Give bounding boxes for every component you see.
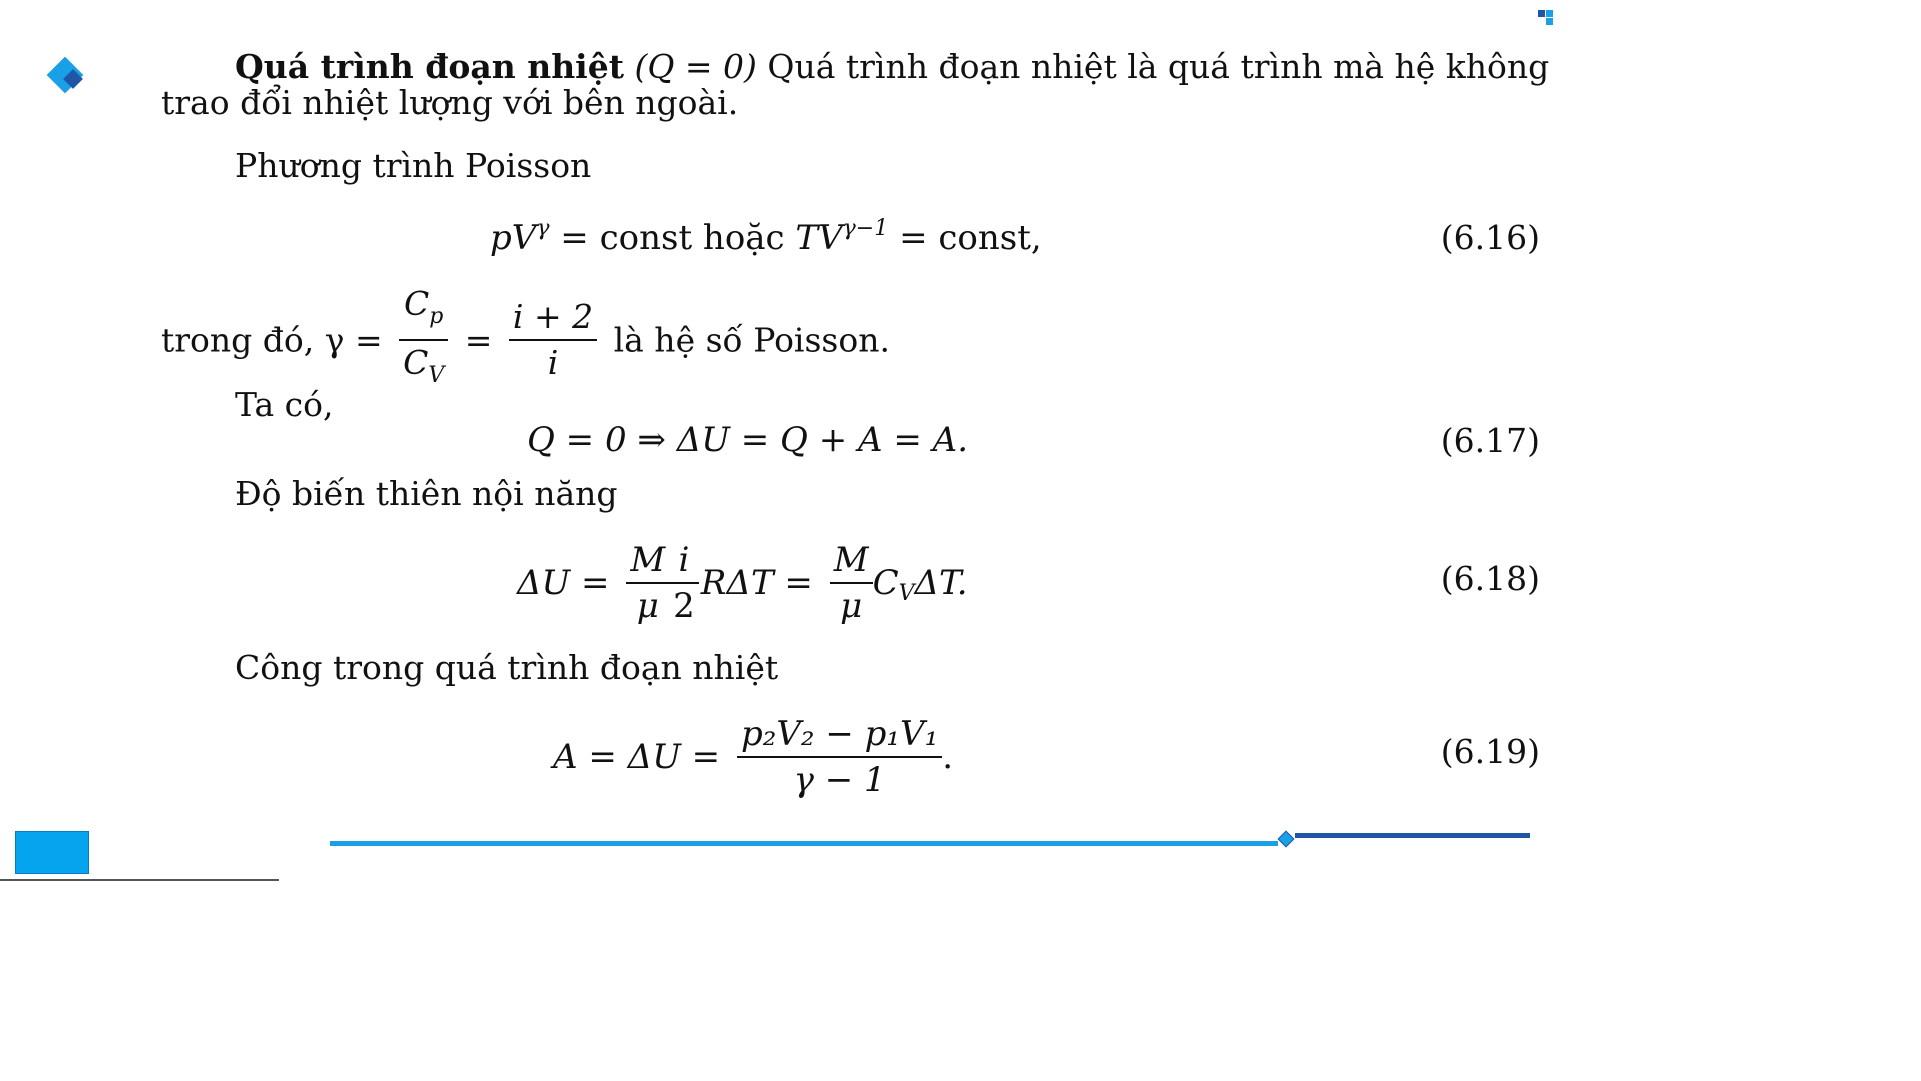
footer-bottom-line bbox=[0, 879, 279, 881]
corner-logo-icon bbox=[1538, 10, 1554, 26]
f3-num: M bbox=[830, 538, 873, 584]
eq-6-16-mid: = const hoặc bbox=[560, 218, 796, 258]
f1-num: M bbox=[626, 538, 669, 584]
equation-number-6-16: (6.16) bbox=[1440, 218, 1540, 257]
adiabatic-heading: Quá trình đoạn nhiệt bbox=[235, 47, 624, 86]
eq-6-16-left: pV bbox=[490, 218, 537, 258]
eq-6-18-rhs: C bbox=[872, 563, 899, 603]
equation-6-19 bbox=[553, 712, 953, 802]
f3-den: μ bbox=[840, 586, 863, 626]
i-2-fraction bbox=[669, 538, 699, 628]
internal-energy-intro: Độ biến thiên nội năng bbox=[235, 474, 618, 513]
adiabatic-definition: Quá trình đoạn nhiệt là quá trình mà hệ không bbox=[767, 47, 1550, 86]
cp-sub: p bbox=[429, 304, 444, 329]
cp-numerator: C bbox=[404, 284, 430, 323]
equation-6-18 bbox=[517, 538, 968, 628]
work-numerator: p₂V₂ − p₁V₁ bbox=[737, 712, 942, 758]
cp-cv-fraction bbox=[399, 282, 448, 398]
cv-denominator: C bbox=[403, 343, 429, 382]
eq-6-18-rhs-sub: V bbox=[898, 581, 915, 606]
eq-6-19-lhs: A = ΔU = bbox=[553, 737, 721, 777]
footer-blue-block bbox=[15, 831, 89, 874]
work-fraction bbox=[737, 712, 942, 802]
poisson-intro: Phương trình Poisson bbox=[235, 146, 592, 185]
i-numerator: i + 2 bbox=[509, 295, 597, 341]
f2-den: 2 bbox=[673, 586, 695, 626]
work-denominator: γ − 1 bbox=[793, 760, 886, 800]
eq-6-18-lhs: ΔU = bbox=[517, 563, 610, 603]
i-denominator: i bbox=[547, 343, 559, 382]
equation-number-6-18: (6.18) bbox=[1440, 559, 1540, 598]
footer-diamond-icon bbox=[1278, 831, 1295, 848]
f2-num: i bbox=[669, 538, 699, 584]
adiabatic-paragraph-line2: trao đổi nhiệt lượng với bên ngoài. bbox=[161, 83, 739, 122]
equation-number-6-17: (6.17) bbox=[1440, 421, 1540, 460]
eq-6-18-mid: RΔT = bbox=[700, 563, 813, 603]
gamma-eq-sign: = bbox=[464, 320, 493, 360]
gamma-definition bbox=[161, 282, 890, 398]
eq-6-19-end: . bbox=[942, 737, 954, 777]
cv-sub: V bbox=[428, 363, 445, 388]
f1-den: μ bbox=[636, 586, 659, 626]
diamond-logo-icon bbox=[48, 58, 88, 98]
i-fraction bbox=[509, 295, 597, 385]
adiabatic-paragraph-line1 bbox=[235, 47, 1549, 87]
m-mu-fraction-2 bbox=[830, 538, 873, 628]
eq-6-16-left-exp: γ bbox=[536, 216, 550, 241]
equation-6-17: Q = 0 ⇒ ΔU = Q + A = A. bbox=[527, 420, 969, 460]
work-intro: Công trong quá trình đoạn nhiệt bbox=[235, 648, 779, 687]
equation-number-6-19: (6.19) bbox=[1440, 732, 1540, 771]
ta-co-text: Ta có, bbox=[235, 385, 334, 424]
footer-progress-line-light bbox=[330, 841, 1278, 846]
eq-6-16-right: = const, bbox=[899, 218, 1042, 258]
gamma-suffix: là hệ số Poisson. bbox=[613, 320, 890, 360]
gamma-prefix: trong đó, γ = bbox=[161, 320, 383, 360]
m-mu-fraction-1 bbox=[626, 538, 669, 628]
adiabatic-condition: (Q = 0) bbox=[634, 47, 757, 86]
eq-6-16-t: TV bbox=[795, 218, 843, 258]
footer-progress-line-dark bbox=[1295, 833, 1530, 838]
eq-6-16-t-exp: γ−1 bbox=[842, 216, 889, 241]
eq-6-18-end: ΔT. bbox=[914, 563, 968, 603]
equation-6-16 bbox=[490, 216, 1042, 258]
